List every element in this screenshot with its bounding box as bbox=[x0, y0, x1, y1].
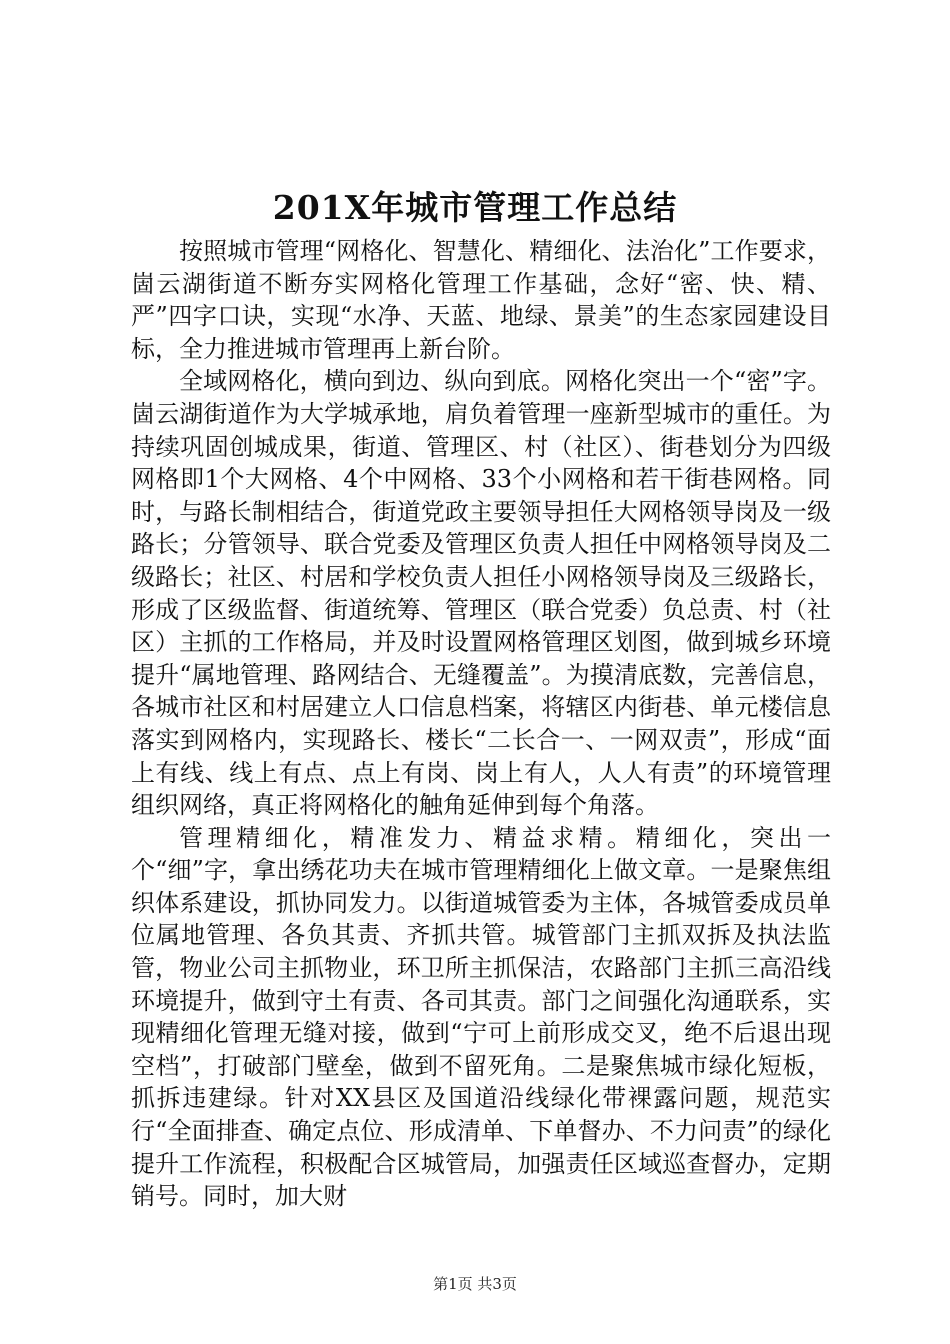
paragraph-grid-management: 全域网格化，横向到边、纵向到底。网格化突出一个“密”字。崮云湖街道作为大学城承地，肩负着管理一座新型城市的重任。为持续巩固创城成果，街道、管理区、村（社区）、街巷划分为四级网格即1个大网格、4个中网格、33个小网格和若干街巷网格。同时，与路长制相结合，街道党政主要领导担任大网格领导岗及一级路长；分管领导、联合党委及管理区负责人担任中网格领导岗及二级路长；社区、村居和学校负责人担任小网格领导岗及三级路长，形成了区级监督、街道统筹、管理区（联合党委）负总责、村（社区）主抓的工作格局，并及时设置网格管理区划图，做到城乡环境提升“属地管理、路网结合、无缝覆盖”。为摸清底数，完善信息，各城市社区和村居建立人口信息档案，将辖区内街巷、单元楼信息落实到网格内，实现路长、楼长“二长合一、一网双责”，形成“面上有线、线上有点、点上有岗、岗上有人，人人有责”的环境管理组织网络，真正将网格化的触角延伸到每个角落。 bbox=[131, 367, 831, 820]
page-number-footer: 第1页 共3页 bbox=[433, 1275, 517, 1293]
document-title: 201X年城市管理工作总结 bbox=[272, 188, 678, 227]
paragraph-refined-management: 管理精细化，精准发力、精益求精。精细化，突出一个“细”字，拿出绣花功夫在城市管理精细化上做文章。一是聚焦组织体系建设，抓协同发力。以街道城管委为主体，各城管委成员单位属地管理、各负其责、齐抓共管。城管部门主抓双拆及执法监管，物业公司主抓物业，环卫所主抓保洁，农路部门主抓三高沿线环境提升，做到守土有责、各司其责。部门之间强化沟通联系，实现精细化管理无缝对接，做到“宁可上前形成交叉，绝不后退出现空档”，打破部门壁垒，做到不留死角。二是聚焦城市绿化短板，抓拆违建绿。针对XX县区及国道沿线绿化带裸露问题，规范实行“全面排查、确定点位、形成清单、下单督办、不力问责”的绿化提升工作流程，积极配合区城管局，加强责任区域巡查督办，定期销号。同时，加大财 bbox=[131, 823, 831, 1211]
paragraph-intro: 按照城市管理“网格化、智慧化、精细化、法治化”工作要求，崮云湖街道不断夯实网格化管理工作基础，念好“密、快、精、严”四字口诀，实现“水净、天蓝、地绿、景美”的生态家园建设目标，全力推进城市管理再上新台阶。 bbox=[131, 237, 831, 363]
document-body bbox=[131, 235, 831, 1213]
